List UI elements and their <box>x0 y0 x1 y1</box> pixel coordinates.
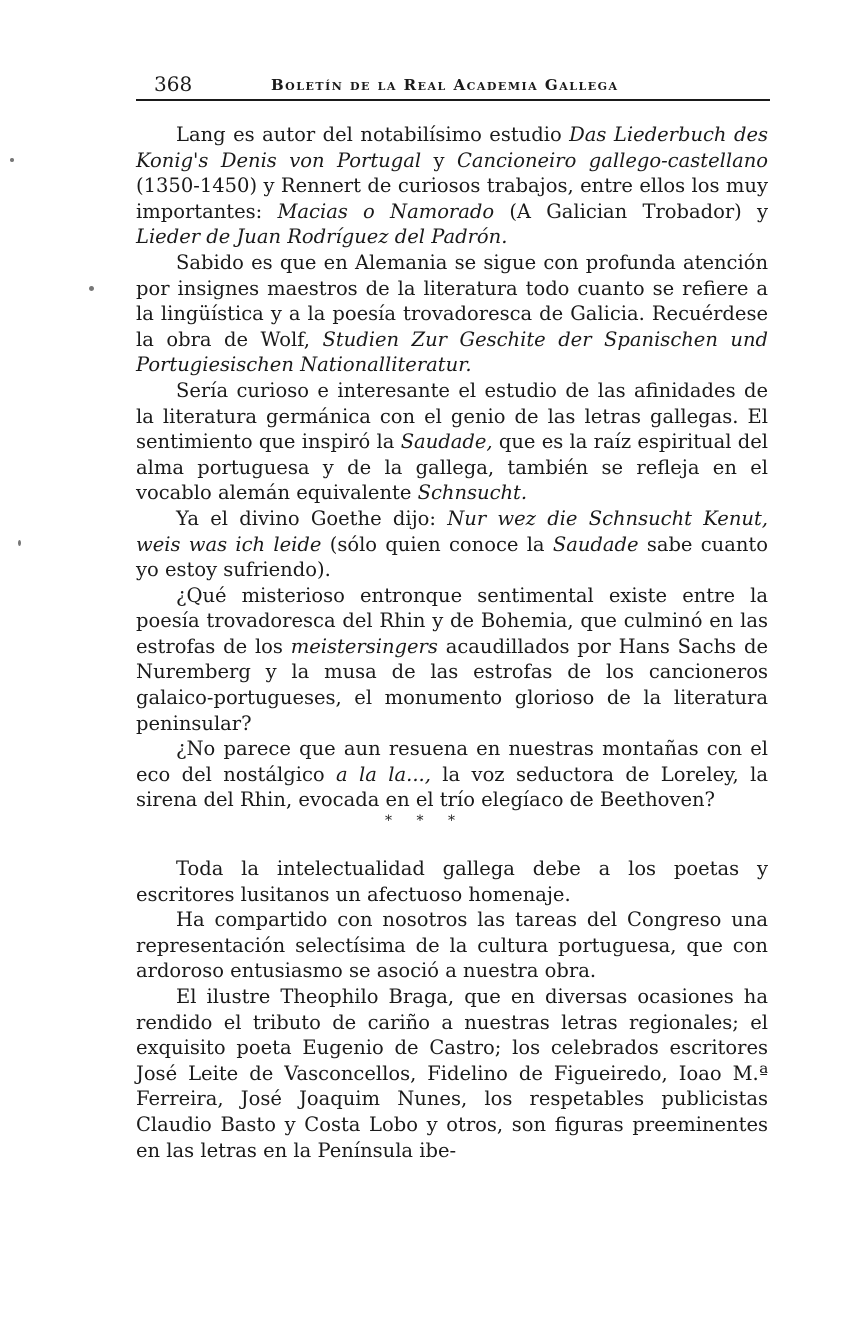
text-run: Ha compartido con nosotros las tareas del Congreso una representación selectísima de la cultura portuguesa, que con ardoroso entusiasmo se asoció a nuestra obra. <box>136 908 768 983</box>
paragraph <box>136 250 768 378</box>
italic-run: Schnsucht. <box>417 481 528 505</box>
italic-run: Saudade <box>552 532 639 556</box>
paragraph <box>136 378 768 506</box>
paragraph <box>136 736 768 813</box>
second-section <box>136 856 768 1163</box>
text-run: Lang es autor del notabilísimo estudio <box>176 123 570 146</box>
text-run: ¿Qué misterioso entronque sentimental existe entre la poesía trovadoresca del Rhin y de Bohemia, que culminó en las estrofas de los <box>136 583 768 658</box>
paragraph <box>136 984 768 1163</box>
text-run: la voz seductora de Loreley, la sirena del Rhin, evocada en el trío elegíaco de Beethoven? <box>136 762 768 812</box>
paragraph <box>136 122 768 250</box>
text-run: (A Galician Trobador) y <box>494 199 769 223</box>
italic-run: meistersingers <box>290 634 438 658</box>
section-separator: * * * <box>385 813 465 829</box>
scan-speck <box>18 540 21 546</box>
italic-run: Cancioneiro gallego-castellano <box>456 148 769 172</box>
italic-run: Saudade, <box>400 430 493 454</box>
header-rule <box>136 99 770 101</box>
text-run: Sería curioso e interesante el estudio de las afinidades de la literatura germánica con el genio de las letras gallegas. El sentimiento que inspiró la <box>136 378 768 454</box>
paragraph <box>136 907 768 984</box>
italic-run: a la la..., <box>336 762 431 786</box>
text-run: y <box>421 148 457 172</box>
italic-run: Studien Zur Geschite der Spanischen und Portugiesischen Nationalliteratur. <box>136 327 768 377</box>
italic-run: Nur wez die Schnsucht Kenut, weis was ich leide <box>136 506 768 556</box>
text-run: Toda la intelectualidad gallega debe a los poetas y escritores lusitanos un afectuoso homenaje. <box>136 857 768 906</box>
text-run: acaudillados por Hans Sachs de Nuremberg y la musa de las estrofas de los cancioneros galaico-portugueses, el monumento glorioso de la literatura peninsular? <box>136 634 768 735</box>
text-run: Sabido es que en Alemania se sigue con profunda atención por insignes maestros de la literatura todo cuanto se refiere a la lingüística y a la poesía trovadoresca de Galicia. Recuérdese la obra de Wolf, <box>136 250 768 351</box>
italic-run: Das Liederbuch des Konig's Denis von Portugal <box>136 123 768 172</box>
scan-speck <box>10 158 14 162</box>
paragraph <box>136 506 768 583</box>
text-run: El ilustre Theophilo Braga, que en diversas ocasiones ha rendido el tributo de cariño a nuestras letras regionales; el exquisito poeta Eugenio de Castro; los celebrados escritores José Leite de Vasconcellos, Fidelino de Figueiredo, Ioao M.ª Ferreira, José Joaquim Nunes, los respetables publicistas Claudio Basto y Costa Lobo y otros, son figuras preeminentes en las letras en la Península ibe- <box>136 984 768 1162</box>
running-head: Boletín de la Real Academia Gallega <box>271 76 619 94</box>
text-run: (1350-1450) y Rennert de curiosos trabajos, entre ellos los muy importantes: <box>136 174 768 223</box>
page-number: 368 <box>154 72 193 96</box>
text-run: que es la raíz espiritual del alma portuguesa y de la gallega, también se refleja en el vocablo alemán equivalente <box>136 430 768 505</box>
text-run: ¿No parece que aun resuena en nuestras montañas con el eco del nostálgico <box>136 737 768 786</box>
page-header <box>136 70 770 100</box>
scan-speck <box>89 286 94 291</box>
paragraph <box>136 856 768 907</box>
italic-run: Lieder de Juan Rodríguez del Padrón. <box>136 225 508 249</box>
first-section <box>136 122 768 813</box>
text-run: sabe cuanto yo estoy sufriendo). <box>136 532 768 582</box>
text-run: Ya el divino Goethe dijo: <box>176 506 448 530</box>
text-run: (sólo quien conoce la <box>321 532 553 556</box>
italic-run: Macias o Namorado <box>277 199 495 223</box>
paragraph <box>136 583 768 737</box>
